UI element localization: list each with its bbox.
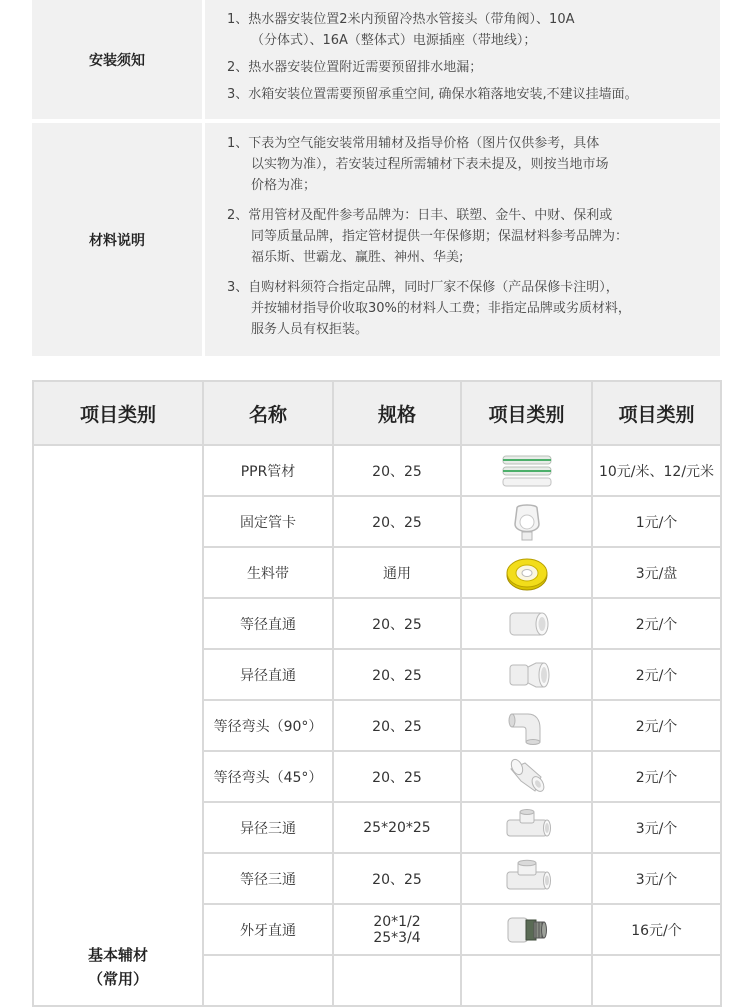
item-name: 生料带 [203, 547, 333, 598]
item-name: 等径弯头（45°） [203, 751, 333, 802]
item-picture [461, 547, 592, 598]
table-header-row [33, 381, 721, 445]
item-spec [333, 547, 461, 598]
ptfe-tape-icon [462, 553, 591, 593]
empty-cell [333, 955, 461, 1006]
item-price: 3元/盘 [592, 547, 721, 598]
install-note-line: 1、热水器安装位置2米内预留冷热水管接头（带角阀）、10A [227, 12, 575, 27]
reducing-coupling-icon [462, 656, 591, 694]
item-name: 异径直通 [203, 649, 333, 700]
item-spec-line: 25*20*25 [363, 819, 431, 836]
item-price: 2元/个 [592, 598, 721, 649]
material-note-item [227, 133, 720, 196]
install-notes-row [32, 0, 720, 119]
pipe-clamp-icon [462, 502, 591, 542]
material-note-line: 1、下表为空气能安装常用辅材及指导价格（图片仅供参考，具体 [227, 136, 600, 151]
info-section [32, 0, 720, 356]
item-spec-line: 20*1/2 [373, 913, 421, 930]
item-spec-line: 25*3/4 [373, 929, 421, 946]
ppr-pipe-icon [462, 453, 591, 489]
elbow-45-icon [462, 757, 591, 797]
install-notes-label: 安装须知 [32, 0, 205, 119]
material-notes-row [32, 123, 720, 356]
material-note-line: 服务人员有权拒装。 [251, 322, 369, 337]
item-price: 3元/个 [592, 802, 721, 853]
material-notes-body [205, 123, 720, 356]
item-name: 等径弯头（90°） [203, 700, 333, 751]
item-price: 3元/个 [592, 853, 721, 904]
install-note-line: 2、热水器安装位置附近需要预留排水地漏； [227, 60, 483, 75]
item-spec-line: 通用 [383, 565, 411, 582]
elbow-90-icon [462, 706, 591, 746]
item-spec-line: 20、25 [372, 616, 422, 633]
material-note-line: 3、自购材料须符合指定品牌，同时厂家不保修（产品保修卡注明）， [227, 280, 619, 295]
item-price: 10元/米、12/元米 [592, 445, 721, 496]
item-price: 16元/个 [592, 904, 721, 955]
item-name: 等径直通 [203, 598, 333, 649]
empty-cell [461, 955, 592, 1006]
item-spec-line: 20、25 [372, 514, 422, 531]
material-note-line: 价格为准； [251, 178, 317, 193]
material-note-line: 福乐斯、世霸龙、赢胜、神州、华美; [251, 250, 464, 265]
item-spec [333, 445, 461, 496]
item-spec [333, 598, 461, 649]
category-cell [33, 445, 203, 1006]
install-note-item [227, 57, 720, 78]
install-note-line: 3、水箱安装位置需要预留承重空间, 确保水箱落地安装,不建议挂墙面。 [227, 87, 638, 102]
materials-price-table [32, 380, 722, 1007]
equal-tee-icon [462, 859, 591, 899]
header-name: 名称 [203, 381, 333, 445]
header-price: 项目类别 [592, 381, 721, 445]
category-label: 基本辅材 [87, 946, 148, 964]
empty-cell [592, 955, 721, 1006]
item-name: 等径三通 [203, 853, 333, 904]
header-category: 项目类别 [33, 381, 203, 445]
item-price: 2元/个 [592, 700, 721, 751]
item-spec-line: 20、25 [372, 667, 422, 684]
header-picture: 项目类别 [461, 381, 592, 445]
item-name: 外牙直通 [203, 904, 333, 955]
material-note-item [227, 277, 720, 340]
install-note-line: （分体式）、16A（整体式）电源插座（带地线）； [251, 33, 537, 48]
item-price: 1元/个 [592, 496, 721, 547]
material-note-line: 同等质量品牌，指定管材提供一年保修期；保温材料参考品牌为： [251, 229, 629, 244]
item-picture [461, 649, 592, 700]
item-spec-line: 20、25 [372, 769, 422, 786]
install-note-item [227, 84, 720, 105]
item-spec [333, 853, 461, 904]
material-note-item [227, 205, 720, 268]
item-spec [333, 904, 461, 955]
item-name: 固定管卡 [203, 496, 333, 547]
install-note-item [227, 9, 720, 51]
material-note-line: 以实物为准），若安装过程所需辅材下表未提及，则按当地市场 [251, 157, 609, 172]
item-price: 2元/个 [592, 649, 721, 700]
item-spec-line: 20、25 [372, 463, 422, 480]
item-picture [461, 904, 592, 955]
item-spec [333, 649, 461, 700]
item-spec [333, 496, 461, 547]
item-spec [333, 700, 461, 751]
item-picture [461, 853, 592, 904]
install-notes-body [205, 0, 720, 119]
item-name: PPR管材 [203, 445, 333, 496]
item-spec-line: 20、25 [372, 871, 422, 888]
category-label: （常用） [87, 970, 148, 988]
material-note-line: 2、常用管材及配件参考品牌为：日丰、联塑、金牛、中财、保利或 [227, 208, 613, 223]
item-name: 异径三通 [203, 802, 333, 853]
material-notes-label: 材料说明 [32, 123, 205, 356]
straight-coupling-icon [462, 605, 591, 643]
item-picture [461, 445, 592, 496]
item-price: 2元/个 [592, 751, 721, 802]
item-spec-line: 20、25 [372, 718, 422, 735]
empty-cell [203, 955, 333, 1006]
item-picture [461, 802, 592, 853]
item-picture [461, 751, 592, 802]
item-spec [333, 802, 461, 853]
table-row [33, 445, 721, 496]
reducing-tee-icon [462, 808, 591, 848]
header-spec: 规格 [333, 381, 461, 445]
item-spec [333, 751, 461, 802]
item-picture [461, 598, 592, 649]
item-picture [461, 496, 592, 547]
material-note-line: 并按辅材指导价收取30%的材料人工费；非指定品牌或劣质材料， [251, 301, 631, 316]
male-thread-coupling-icon [462, 910, 591, 950]
item-picture [461, 700, 592, 751]
